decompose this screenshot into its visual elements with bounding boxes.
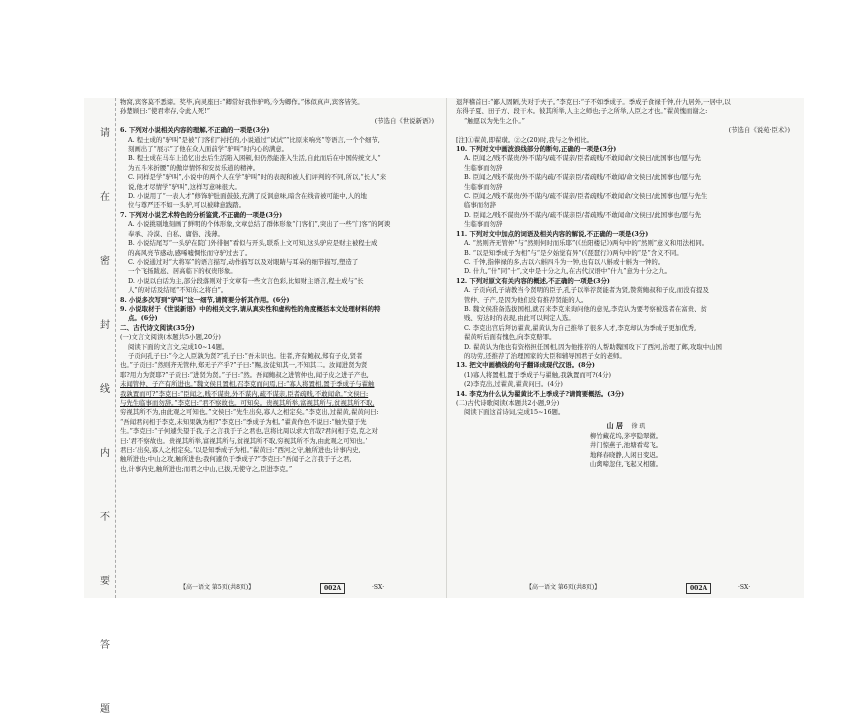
- right-page-line: A. “然则齐无管仲”与“然则何时而乐耶”(《岳阳楼记》)两句中的“然则”意义和用法相同。: [464, 239, 709, 248]
- right-page-text: [456, 98, 796, 418]
- poem-body: [456, 432, 796, 470]
- right-page-line: 临事而勿辞: [464, 201, 496, 210]
- right-page-line: A. 子贡向孔子请教当今贤明的臣子,孔子以举荐贤能者为贤,赞赏鲍叔和子皮,而没有提及: [464, 286, 709, 295]
- left-page-line: 8. 小说多次写到“驴叫”这一细节,请简要分析其作用。(6分): [120, 295, 290, 304]
- poem-line: 井门惊燕子,池塘看莺飞。: [589, 441, 663, 450]
- right-page-line: D. 什九,“什”同“十”,文中是十分之九,在古代汉语中“什九”意为十分之九。: [464, 267, 672, 276]
- right-page-line: (2)李克出,过翟黄,翟黄问曰。(4分): [464, 380, 563, 389]
- left-page-line: 耶?用力为贤耶?”子贡曰:“进贤为贤。”子曰:“然。吾闻鲍叔之进管仲也,闻子皮之进子产也,: [120, 370, 369, 379]
- binding-margin: [96, 128, 114, 715]
- right-page-line: 退拜稽首曰:“鄙人固陋,失对于夫子。”李克曰:“子不如季成子。季成子食禄千钟,什九居外,一居中,以: [456, 98, 731, 106]
- page-gutter: [446, 98, 447, 598]
- right-page-line: B. “以是知季成子为相”与“是夕始觉有异”(《琵琶行》)两句中的“是”含义不同。: [464, 248, 683, 257]
- right-page-line: D. 臣闻之/贱不谋贵/外不谋内/疏不谋亲臣/者疏贱/不敢闻命/文侯曰/此国事也/愿与先: [464, 210, 702, 219]
- left-page-line: B. 程士成在马车上追忆出去后生活陷入困顿,但仍然能准入生活,自此而后在中国传统文人“: [128, 154, 381, 163]
- left-page-line: 物窝,宾客莫不悉谛。奖毕,向灵座曰:“卿常好我作驴鸣,今为卿作。”体似真声,宾客皆笑。: [120, 98, 364, 106]
- left-footer-code: 002A: [320, 583, 345, 594]
- left-page-line: “吾闻君问相于李克,未知果孰为相?”李克曰:“季成子为相。”翟黄作色不说曰:“触失望于先: [120, 417, 367, 426]
- binding-margin-char: 封: [100, 320, 110, 331]
- right-page-line: A. 臣闻之/贱不谋贵/外不谋内/疏不谋亲/臣者疏贱/不敢闻命/文侯曰/此国事也/愿与先: [464, 154, 701, 163]
- left-page-line: 阅读下面的文言文,完成10~14题。: [128, 342, 229, 351]
- right-page-line: 翟黄听后面有愧色,向李克赔罪。: [464, 333, 556, 342]
- right-page-line: 管仲、子产,是因为他们没有推荐贤能的人。: [464, 295, 588, 304]
- left-page-line: D. 小说以白话为主,部分段落则对于文章有一些文言色彩,比如财主语言,程士成与“长: [128, 276, 364, 285]
- right-page-line: 阅读下面这首诗词,完成15~16题。: [464, 408, 565, 417]
- right-page-line: B. 臣闻之/贱不谋贵/外不谋内疏/不谋亲臣/者疏贱/不敢闻/命文侯曰/此国事也/愿与先: [464, 173, 701, 182]
- left-page-line: 君曰:‘出矣,寡人之相定矣。’以是知季成子为相。”翟黄曰:“西河之守,触所进也;计事内史,: [120, 446, 361, 455]
- left-page-line: A. 小说挑剔地刻画了鲜明的个体形象,文章总结了群体形象“门客们”,突出了一些“门客”的阿谀: [128, 220, 391, 229]
- exam-sheet: [84, 98, 804, 715]
- left-page-line: C. 小说通过对“大将军”的语言描写,动作描写以及对眼睛与耳朵的细节描写,塑造了: [128, 257, 359, 266]
- left-page-line: (一)文言文阅读(本题共5小题,20分): [120, 333, 221, 342]
- poem-author: 徐 玑: [631, 422, 646, 430]
- left-page-line: 位与尊严还不如一头驴,可以被肆意践踏。: [128, 201, 246, 210]
- left-page-line: 一个飞扬跋扈、居高临下的权贵形象。: [128, 267, 237, 276]
- right-page-line: 生临事而勿辞: [464, 182, 503, 191]
- binding-margin-char: 密: [100, 256, 110, 267]
- right-page-line: 生临事而勿辞: [464, 220, 503, 229]
- right-page-line: 的功劳,还推荐了治理国家的大臣和辅导国君子女的老师。: [464, 351, 626, 360]
- left-page-line: 点。(6分): [128, 314, 158, 323]
- left-page-line: 与先生临事而勿辞。”李克曰:“君不察故也。可知矣。贵视其所举,富视其所与,贫视其所不取,: [120, 399, 375, 407]
- poem-line: 柳竹藏花坞,茅亭隐翠微。: [589, 431, 663, 440]
- right-page-line: B. 魏文侯准备选拔国相,就召来李克来询问他的意见,李克认为要考察被选者在富贵、贫: [464, 304, 707, 313]
- left-page-line: 生。”李克曰:“子何遽失望于我,子之言我于子之君也,岂将比周以求大官哉?君问相于克,克之对: [120, 427, 378, 436]
- left-page-line: 6. 下列对小说相关内容的理解,不正确的一项是(3分): [120, 126, 270, 135]
- right-page-line: (1)寡人将置相,置于季成子与翟触,我孰置而可?(4分): [464, 370, 612, 379]
- right-page-line: 贱、穷达时的表现,由此可以判定人选。: [464, 314, 575, 323]
- binding-margin-char: 题: [100, 704, 110, 715]
- right-page-line: D. 翟黄认为他也有资格担任国相,因为他推荐的人帮助魏国攻下了西河,治理了邺,攻取中山国: [464, 342, 722, 351]
- binding-margin-char: 要: [100, 576, 110, 587]
- left-page-line: D. 小说用了“一表人才”修饰驴肚面鼓鼓,充满了反讽意味,暗含在线音被可能中,人的地: [128, 192, 367, 201]
- right-page-line: [注]①翟黄,即翟璜。②之(20)时,我与之争相比。: [456, 135, 594, 144]
- right-footer-region: ·SX·: [738, 584, 751, 591]
- right-page-line: 东得子夏、田子方、段干木。彼其所举,人主之师也;子之所举,人臣之才也。”翟黄愧而谢之:: [456, 107, 708, 116]
- left-page-text: [120, 98, 440, 474]
- right-page-line: 14. 李克为什么认为翟黄比不上季成子?请简要概括。(3分): [456, 389, 625, 398]
- left-page-line: 人”的对话及结尾“不知东之将白”。: [128, 286, 228, 295]
- left-page-line: 孙楚顾曰:“使君辈存,令此人死!”: [120, 107, 210, 116]
- right-page-line: “触愿以为先生之仆。”: [464, 116, 525, 125]
- left-page-footer: [120, 582, 440, 594]
- right-page-line: 12. 下列对原文有关内容的概述,不正确的一项是(3分): [456, 276, 610, 285]
- right-page-line: C. 李克出宫后拜访翟黄,翟黄认为自己推举了很多人才,李克却认为季成子更加优秀,: [464, 323, 697, 332]
- left-page-line: 也。”子贡曰:“然则齐无管仲,郑无子产乎?”子曰:“赐,汝徒知其一,不知其二。汝闻进贤为贤: [120, 361, 368, 370]
- left-page-line: B. 小说结尾写“一头驴在院门外徘徊”看似与开头,联系上文可知,这头驴应是财主被程士成: [128, 239, 378, 248]
- left-page-line: 9. 小说取材于《世说新语》中的相关文字,请从真实性和虚构性的角度概括本文处理材料的特: [120, 304, 381, 313]
- left-page-line: 为五斗米折腰”的傲岸情怀和安贫乐道的精神。: [128, 163, 260, 172]
- right-page-line: 10. 下列对文中画波浪线部分的断句,正确的一项是(3分): [456, 145, 617, 154]
- left-page-line: 子贡问孔子曰:“今之人臣孰为贤?”孔子曰:“吾未识也。往者,齐有鲍叔,郑有子皮,贤者: [128, 351, 363, 360]
- left-page-line: 7. 下列对小说艺术特色的分析鉴赏,不正确的一项是(3分): [120, 210, 283, 219]
- binding-dash-line: [115, 98, 116, 598]
- right-page-line: 生临事而勿辞: [464, 163, 503, 172]
- left-page-line: (节选自《世说新语》): [374, 116, 434, 125]
- left-page-line: 曰:‘君不察故也。贵视其所举,富视其所与,贫视其所不取,穷视其所不为,由此观之可知也。’: [120, 436, 368, 445]
- poem-line: 地释春晓静,人闲日变迟。: [589, 450, 663, 459]
- right-page-line: C. 千钟,指俸禄的多,古以六斛四斗为一钟,也有以八斛或十斛为一钟的。: [464, 257, 665, 266]
- binding-margin-char: 内: [100, 448, 110, 459]
- binding-margin-char: 不: [100, 512, 110, 523]
- left-page-line: 触所进也;中山之攻,触所进也;我何遽负于季成子?”李克曰:“吾闻子之言我于子之君,: [120, 455, 352, 464]
- poem-title: [456, 420, 796, 432]
- right-footer-title: 【高一语文 第6页(共8页)】: [526, 584, 601, 591]
- right-page-line: C. 臣闻之/贱不谋贵/外不谋内/疏不谋亲/臣者疏贱/不敢闻命/文侯曰/此国事也/愿与先生: [464, 192, 708, 201]
- poem-title-text: 山 居: [606, 420, 624, 430]
- binding-margin-char: 答: [100, 640, 110, 651]
- binding-margin-char: 线: [100, 384, 110, 395]
- left-page-line: 未闻管仲、子产有所进也。”魏文侯且置相,召李克而问焉,曰:“寡人将置相,置于季成子与翟触: [120, 380, 375, 389]
- right-page: [456, 98, 796, 598]
- left-page-line: 刻画出了“展示”了他在众人面前学“驴叫”时内心的满意。: [128, 145, 289, 154]
- left-footer-title: 【高一语文 第5页(共8页)】: [180, 584, 255, 591]
- binding-margin-char: 请: [100, 128, 110, 139]
- left-page-line: 我孰置而可?”李克曰:“臣闻之,贱不谋贵,外不谋内,疏不谋亲,臣者疏贱,不敢闻命。”文侯曰:: [120, 389, 369, 398]
- left-page-line: 的高风亮节感动,感唏嘘惆怅而守驴过去了。: [128, 248, 252, 257]
- right-page-line: 11. 下列对文中加点的词语及相关内容的解说,不正确的一项是(3分): [456, 229, 649, 238]
- left-page-line: A. 程士成的“驴叫”是被“门客们”衬托的,小说通过“试试”“比原来响亮”等语言,一个个细节,: [128, 135, 380, 144]
- left-page-line: 说,他才尽情学“驴叫”,这样写意味很大。: [128, 182, 241, 191]
- right-footer-code: 002A: [686, 583, 711, 594]
- right-page-line: (二)古代诗歌阅读(本题共2小题,9分): [456, 399, 560, 407]
- left-page-line: 也,计事内史,触所进也;而君之中山,已拔,无使守之,臣进李克。”: [120, 464, 293, 473]
- right-page-footer: [456, 582, 796, 594]
- left-page-line: 奉承、冷漠、自私、庸俗、浅薄。: [128, 229, 224, 238]
- left-page: [120, 98, 440, 598]
- right-page-line: 13. 把文中画横线的句子翻译成现代汉语。(8分): [456, 361, 595, 370]
- left-page-line: 二、古代诗文阅读(35分): [120, 323, 195, 332]
- left-page-line: C. 同样是学“驴叫”,小说中的两个人在学“驴叫”时的表现和被人们评判的不同,所以,“长人”来: [128, 173, 387, 182]
- right-page-line: (节选自《说苑·臣术》): [728, 126, 790, 135]
- left-footer-region: ·SX·: [372, 584, 385, 591]
- poem-line: 山禽啼忽住,飞起又相随。: [589, 460, 663, 469]
- binding-margin-char: 在: [100, 192, 110, 203]
- left-page-line: 穷视其所不为,由此观之可知也。”文侯曰:“先生出矣,寡人之相定矣。”李克出,过翟黄,翟黄问曰:: [120, 408, 379, 417]
